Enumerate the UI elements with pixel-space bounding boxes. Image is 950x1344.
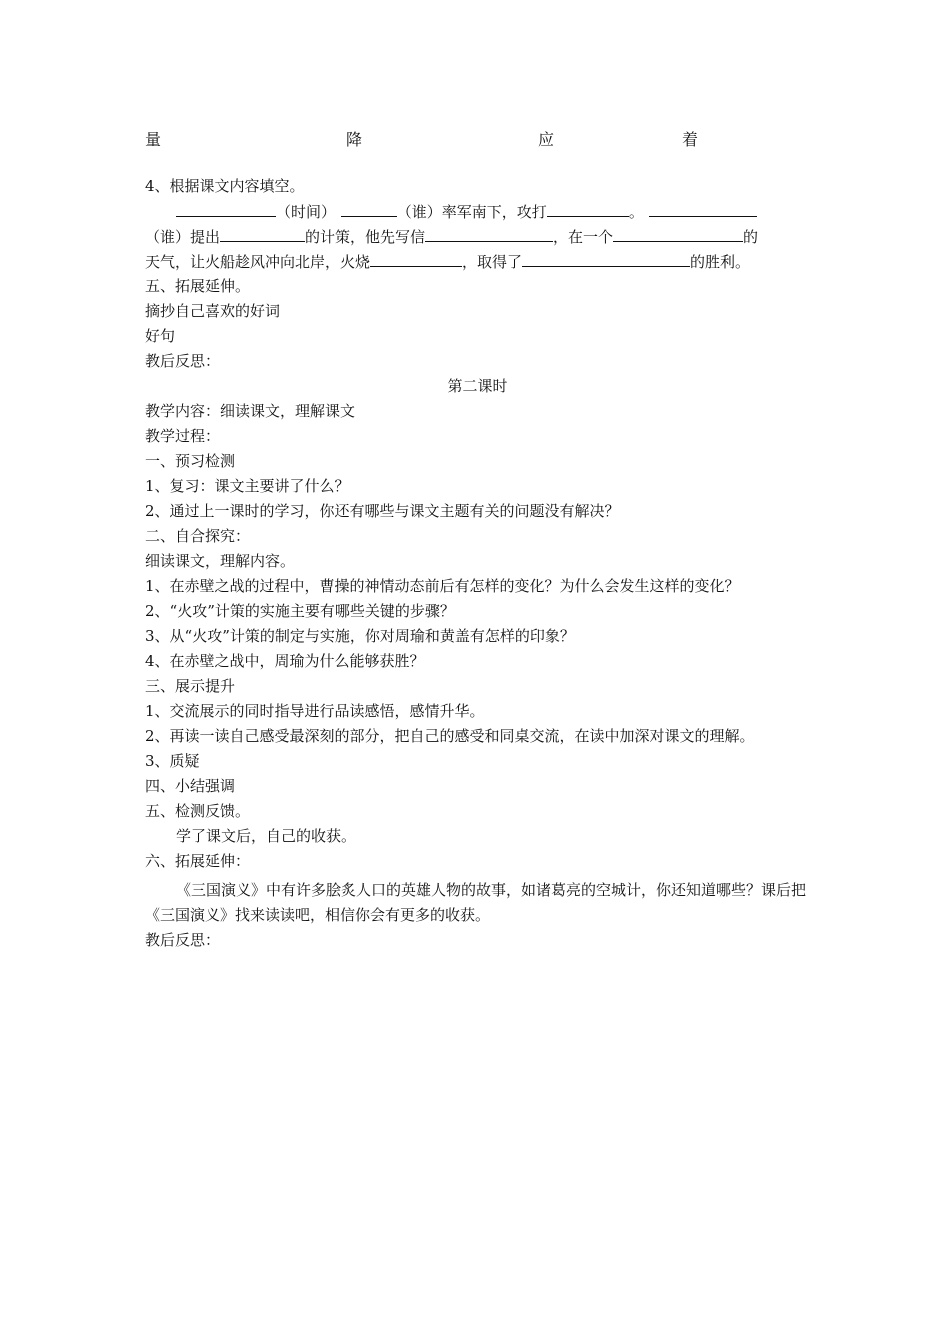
blank-victory[interactable]: [522, 249, 690, 267]
section2-intro: 细读课文，理解内容。: [145, 552, 296, 570]
section1-heading: 一、预习检测: [145, 452, 236, 470]
section1-item: 2、通过上一课时的学习，你还有哪些与课文主题有关的问题没有解决？: [145, 502, 620, 520]
label-de: 的: [743, 228, 759, 246]
label-who-attack: （谁）率军南下，攻打: [396, 203, 547, 221]
character-liang: 量: [145, 130, 162, 149]
fill-blank-line-3: [145, 249, 810, 274]
label-letter: 的计策，他先写信: [305, 228, 426, 246]
label-time: （时间）: [276, 203, 337, 221]
excerpt-words: 摘抄自己喜欢的好词: [145, 302, 281, 320]
character-jiang: 降: [346, 130, 363, 149]
label-fire-boats: 天气，让火船趁风冲向北岸，火烧: [145, 253, 371, 271]
character-ying: 应: [538, 130, 555, 149]
section2-heading: 二、自合探究：: [145, 527, 251, 545]
section3-item: 3、质疑: [145, 752, 200, 770]
section3-heading: 三、展示提升: [145, 677, 236, 695]
character-row: [0, 127, 950, 149]
label-victory: 的胜利。: [690, 253, 751, 271]
section2-item: 2、“火攻”计策的实施主要有哪些关键的步骤？: [145, 602, 455, 620]
blank-burned[interactable]: [370, 249, 462, 267]
section4-heading: 4、根据课文内容填空。: [145, 177, 305, 195]
label-achieved: ，取得了: [462, 253, 523, 271]
lesson2-title: 第二课时: [447, 377, 508, 395]
blank-weather[interactable]: [613, 224, 743, 242]
section2-item: 3、从“火攻”计策的制定与实施，你对周瑜和黄盖有怎样的印象？: [145, 627, 575, 645]
section6-heading: 六、拓展延伸：: [145, 852, 251, 870]
blank-who-2[interactable]: [649, 199, 757, 217]
blank-time[interactable]: [176, 199, 276, 217]
label-period: 。: [628, 203, 644, 221]
fill-blank-line-1: [145, 199, 810, 224]
part5-heading: 五、拓展延伸。: [145, 277, 251, 295]
section6-paragraph: 《三国演义》中有许多脍炙人口的英雄人物的故事，如诸葛亮的空城计，你还知道哪些？课后把《三国演义》找来读读吧，相信你会有更多的收获。: [145, 881, 807, 924]
section1-item: 1、复习：课文主要讲了什么？: [145, 477, 350, 495]
section3-item: 2、再读一读自己感受最深刻的部分，把自己的感受和同桌交流，在读中加深对课文的理解。: [145, 727, 755, 745]
blank-strategy[interactable]: [220, 224, 305, 242]
document-body: [145, 174, 810, 953]
teaching-process: 教学过程：: [145, 427, 221, 445]
reflection-heading-1: 教后反思：: [145, 352, 221, 370]
section2-item: 4、在赤壁之战中，周瑜为什么能够获胜？: [145, 652, 425, 670]
excerpt-sentences: 好句: [145, 327, 176, 345]
reflection-heading-2: 教后反思：: [145, 931, 221, 949]
fill-blank-line-2: [145, 224, 810, 249]
character-zhe: 着: [682, 130, 699, 149]
section2-item: 1、在赤壁之战的过程中，曹操的神情动态前后有怎样的变化？为什么会发生这样的变化？: [145, 577, 740, 595]
blank-letter[interactable]: [425, 224, 553, 242]
section4-summary-heading: 四、小结强调: [145, 777, 236, 795]
section3-item: 1、交流展示的同时指导进行品读感悟，感情升华。: [145, 702, 485, 720]
section5-heading: 五、检测反馈。: [145, 802, 251, 820]
label-who-propose: （谁）提出: [145, 228, 221, 246]
blank-attack-target[interactable]: [547, 199, 629, 217]
label-in-a: ，在一个: [553, 228, 614, 246]
section5-text: 学了课文后，自己的收获。: [176, 827, 357, 845]
teaching-content: 教学内容：细读课文，理解课文: [145, 402, 356, 420]
blank-who-1[interactable]: [341, 199, 397, 217]
